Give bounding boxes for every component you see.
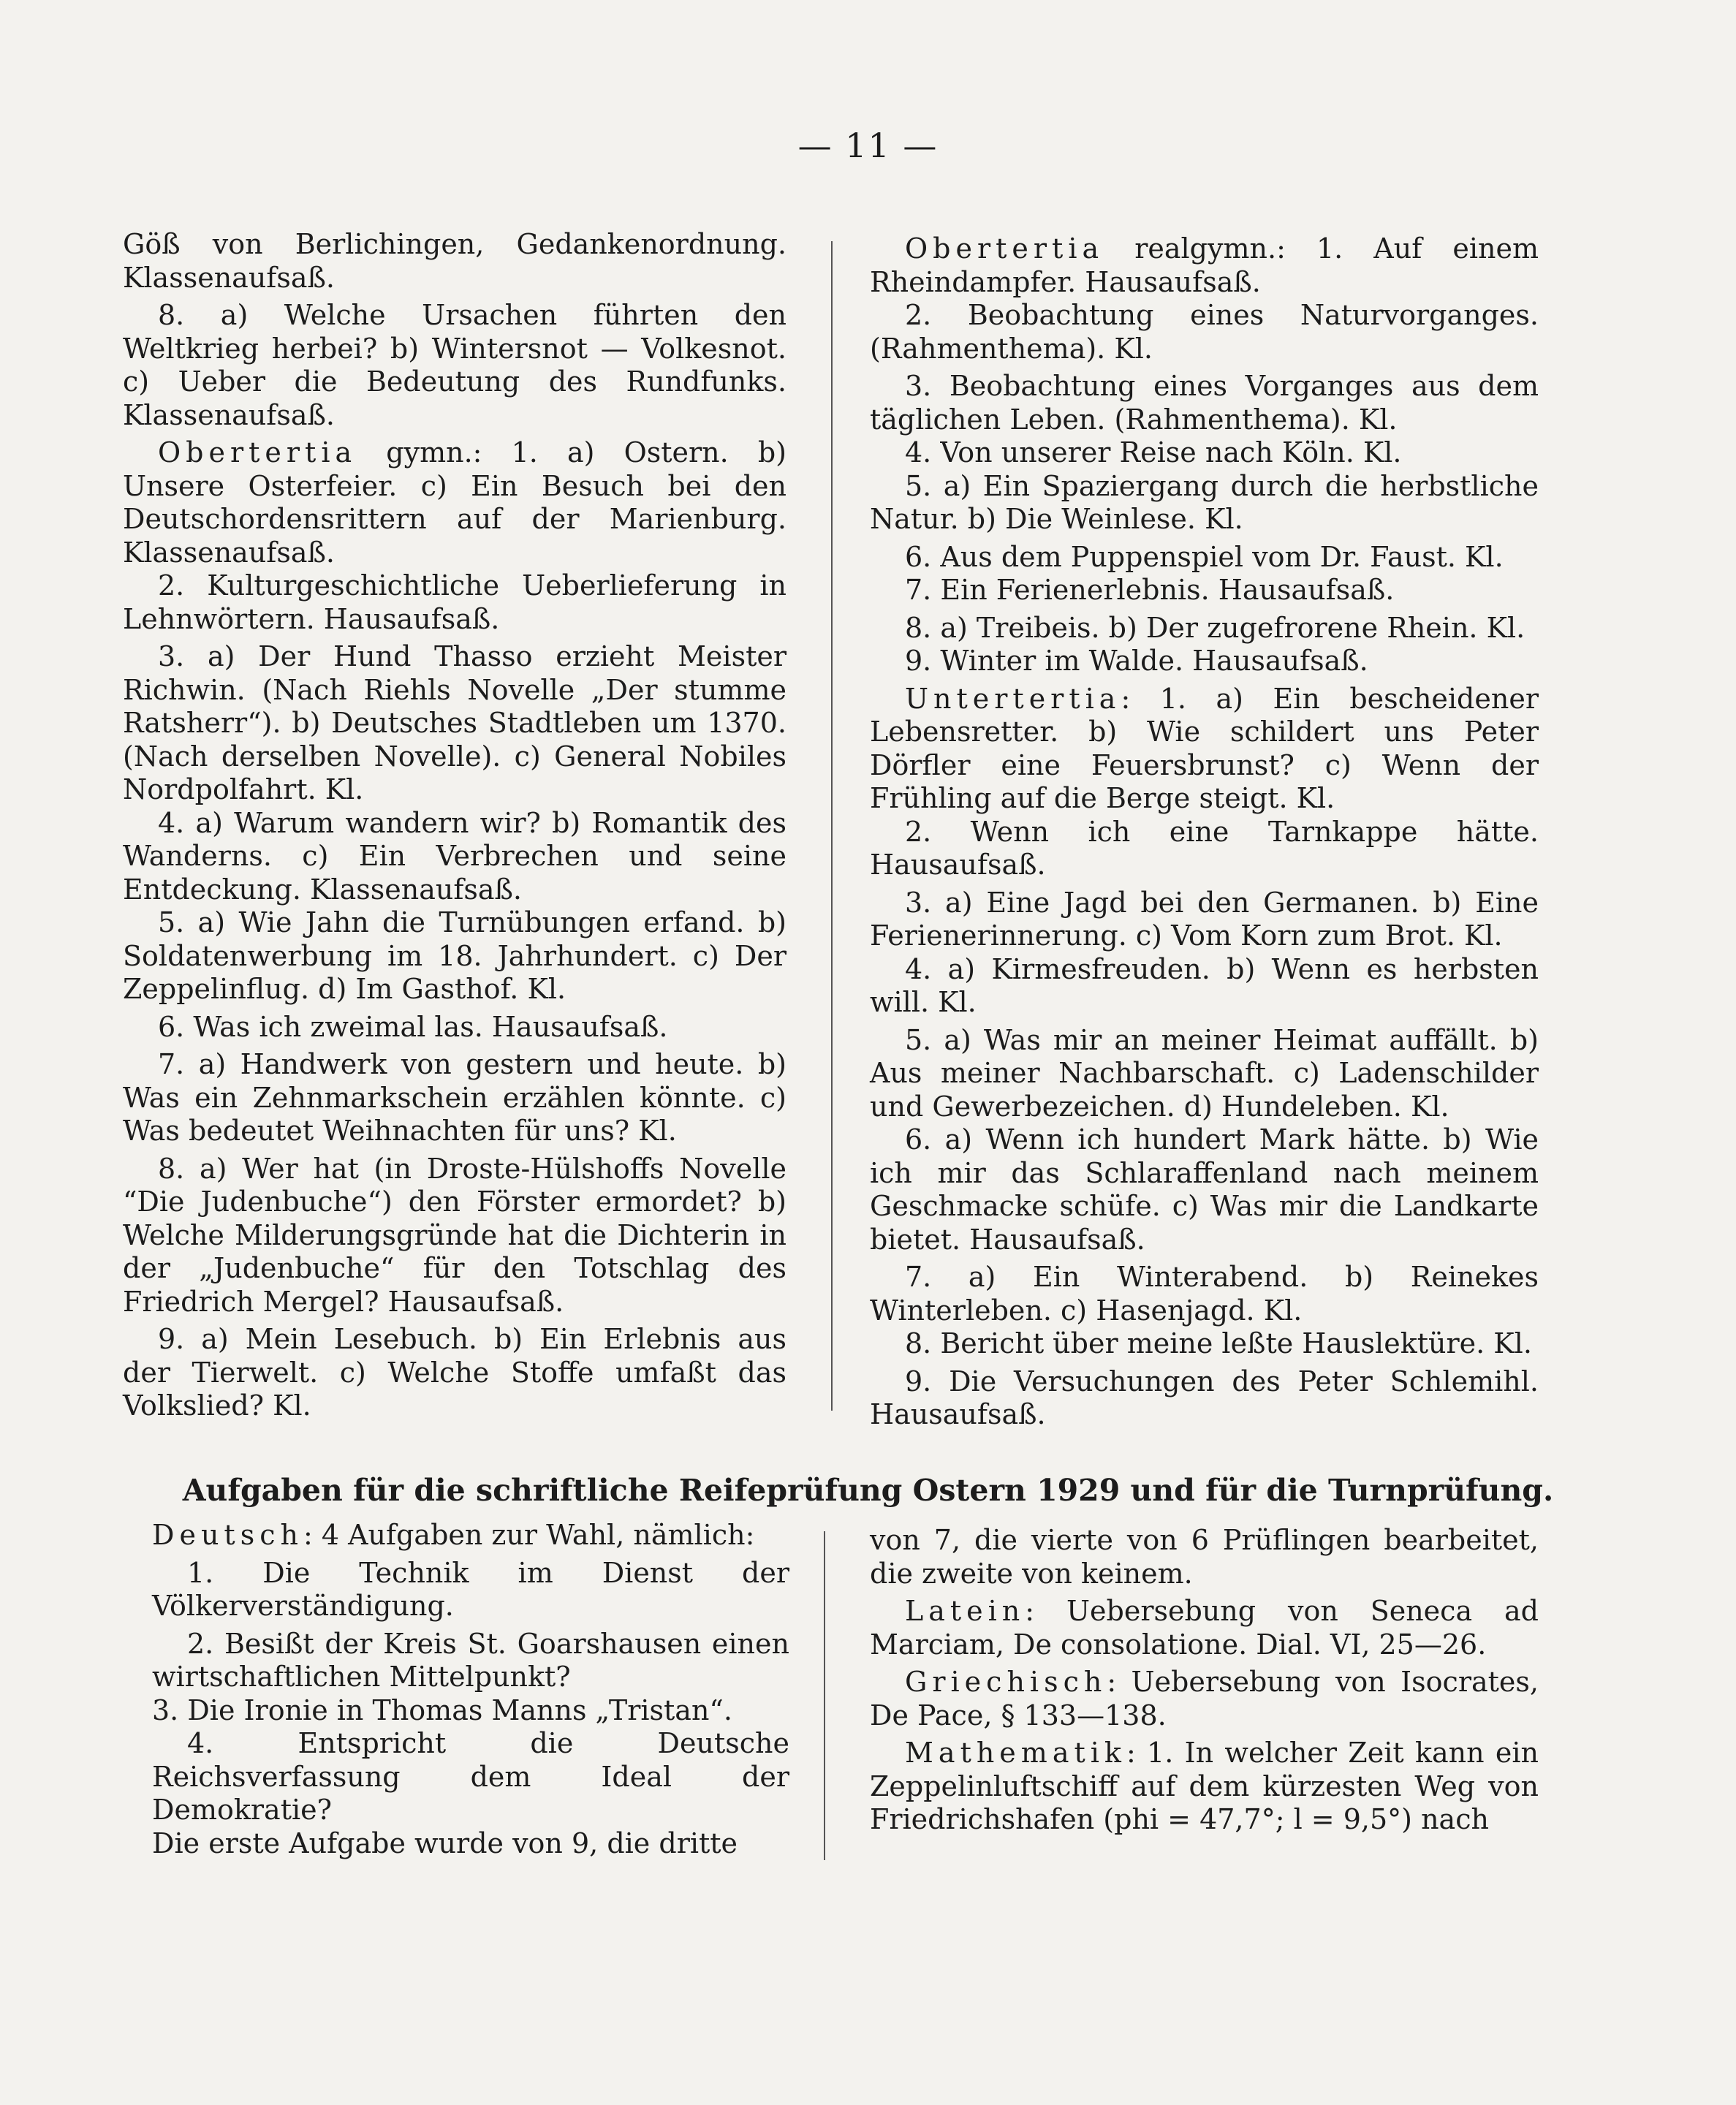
paragraph [870,370,1539,436]
paragraph-text: : 4 Aufgaben zur Wahl, nämlich: [303,1519,755,1551]
paragraph-text: von 7, die vierte von 6 Prüflingen bearbeitet, die zweite von keinem. [870,1524,1539,1590]
paragraph-text: : Uebersebung von Seneca ad Marciam, De consolatione. Dial. VI, 25—26. [870,1595,1539,1661]
column-bottom-left [152,1519,789,1860]
paragraph [870,541,1539,574]
paragraph [152,1727,789,1827]
paragraph-text: 8. a) Treibeis. b) Der zugefrorene Rhein. Kl. [905,611,1525,644]
paragraph [870,1737,1539,1837]
paragraph [870,436,1539,470]
paragraph-text: 8. a) Wer hat (in Droste-Hülshoffs Novelle “Die Judenbuche“) den Förster ermordet? b) Welche Milderungsgründe hat die Dichterin in der „Judenbuche“ für den Totschlag des Friedrich Mergel? Hausaufsaß. [123,1152,786,1318]
paragraph [152,1519,789,1552]
class-label: Mathematik [905,1737,1126,1769]
paragraph-text: gymn.: 1. a) Ostern. b) Unsere Osterfeier. c) Ein Besuch bei den Deutschordensrittern auf der Marienburg. Klassenaufsaß. [123,436,786,569]
paragraph-text: 4. a) Kirmesfreuden. b) Wenn es herbsten will. Kl. [870,952,1539,1018]
paragraph [123,1048,786,1148]
paragraph [870,953,1539,1020]
paragraph-text: 1. Die Technik im Dienst der Völkerverständigung. [152,1556,789,1622]
paragraph-text: 3. a) Der Hund Thasso erzieht Meister Richwin. (Nach Riehls Novelle „Der stumme Ratsherr“). b) Deutsches Stadtleben um 1370. (Nach derselben Novelle). c) General Nobiles Nordpolfahrt. Kl. [123,640,786,805]
paragraph [870,1666,1539,1732]
paragraph [870,816,1539,882]
paragraph-text: : Uebersebung von Isocrates, De Pace, § 133—138. [870,1666,1539,1732]
paragraph [123,807,786,907]
paragraph-text: 7. Ein Ferienerlebnis. Hausaufsaß. [905,574,1395,606]
column-divider-top [831,241,833,1411]
paragraph-text: : 1. In welcher Zeit kann ein Zeppelinluftschiff auf dem kürzesten Weg von Friedrichshafen (phi = 47,7°; l = 9,5°) nach [870,1737,1539,1835]
paragraph-text: 4. Von unserer Reise nach Köln. Kl. [905,436,1402,469]
paragraph [123,1323,786,1423]
paragraph-text: 6. a) Wenn ich hundert Mark hätte. b) Wie ich mir das Schlaraffenland nach meinem Geschmacke schüfe. c) Was mir die Landkarte bietet. Hausaufsaß. [870,1123,1539,1256]
paragraph [123,1153,786,1319]
paragraph-text: 5. a) Ein Spaziergang durch die herbstliche Natur. b) Die Weinlese. Kl. [870,469,1539,535]
paragraph-text: 9. a) Mein Lesebuch. b) Ein Erlebnis aus der Tierwelt. c) Welche Stoffe umfaßt das Volkslied? Kl. [123,1323,786,1422]
paragraph [152,1694,789,1728]
paragraph-text: 5. a) Wie Jahn die Turnübungen erfand. b) Soldatenwerbung im 18. Jahrhundert. c) Der Zeppelinflug. d) Im Gasthof. Kl. [123,906,786,1005]
column-top-right [870,232,1539,1432]
paragraph [870,887,1539,953]
paragraph [123,299,786,432]
page-number: — 11 — [797,126,939,165]
paragraph-text: 9. Die Versuchungen des Peter Schlemihl. Hausaufsaß. [870,1365,1539,1430]
paragraph-text: 2. Kulturgeschichtliche Ueberlieferung in Lehnwörtern. Hausaufsaß. [123,569,786,635]
class-label: Obertertia [905,232,1104,265]
paragraph [870,574,1539,607]
paragraph [870,299,1539,365]
paragraph [870,1261,1539,1327]
paragraph [870,232,1539,299]
column-divider-bottom [824,1531,825,1860]
paragraph [123,906,786,1006]
column-top-left [123,228,786,1423]
paragraph [123,569,786,636]
paragraph [870,1365,1539,1432]
paragraph-text: 5. a) Was mir an meiner Heimat auffällt. b) Aus meiner Nachbarschaft. c) Ladenschilder und Gewerbezeichen. d) Hundeleben. Kl. [870,1023,1539,1123]
paragraph-text: 4. Entspricht die Deutsche Reichsverfassung dem Ideal der Demokratie? [152,1727,789,1826]
class-label: Griechisch [905,1666,1107,1698]
paragraph [870,683,1539,816]
paragraph-text: 4. a) Warum wandern wir? b) Romantik des Wanderns. c) Ein Verbrechen und seine Entdeckung. Klassenaufsaß. [123,806,786,906]
paragraph-text: 3. a) Eine Jagd bei den Germanen. b) Eine Ferienerinnerung. c) Vom Korn zum Brot. Kl. [870,886,1539,952]
class-label: Deutsch [152,1519,303,1551]
paragraph [123,1011,786,1044]
paragraph-text: 3. Beobachtung eines Vorganges aus dem täglichen Leben. (Rahmenthema). Kl. [870,370,1539,436]
paragraph-text: 2. Besißt der Kreis St. Goarshausen einen wirtschaftlichen Mittelpunkt? [152,1627,789,1693]
class-label: Latein [905,1595,1026,1627]
paragraph [870,1595,1539,1661]
paragraph-text: 8. Bericht über meine leßte Hauslektüre. Kl. [905,1327,1532,1359]
paragraph-text: 7. a) Handwerk von gestern und heute. b) Was ein Zehnmarkschein erzählen könnte. c) Was bedeutet Weihnachten für uns? Kl. [123,1048,786,1147]
paragraph [870,470,1539,536]
paragraph-text: Die erste Aufgabe wurde von 9, die dritte [152,1827,738,1859]
column-bottom-right [870,1524,1539,1837]
paragraph [123,436,786,569]
paragraph [870,1327,1539,1361]
paragraph-text: Göß von Berlichingen, Gedankenordnung. Klassenaufsaß. [123,228,786,294]
paragraph-text: 3. Die Ironie in Thomas Manns „Tristan“. [152,1694,732,1726]
paragraph [870,645,1539,678]
class-label: Untertertia [905,682,1121,715]
paragraph [152,1827,789,1861]
paragraph-text: : 1. a) Ein bescheidener Lebensretter. b) Wie schildert uns Peter Dörfler eine Feuersbrunst? c) Wenn der Frühling auf die Berge steigt. Kl. [870,682,1539,814]
paragraph-text: realgymn.: 1. Auf einem Rheindampfer. Hausaufsaß. [870,232,1539,298]
paragraph [870,612,1539,645]
paragraph [870,1524,1539,1590]
class-label: Obertertia [158,436,357,469]
paragraph [123,228,786,295]
paragraph-text: 2. Beobachtung eines Naturvorganges. (Rahmenthema). Kl. [870,299,1539,365]
paragraph [152,1557,789,1623]
paragraph [123,640,786,807]
paragraph-text: 8. a) Welche Ursachen führten den Weltkrieg herbei? b) Wintersnot — Volkesnot. c) Ueber die Bedeutung des Rundfunks. Klassenaufsaß. [123,299,786,431]
paragraph-text: 2. Wenn ich eine Tarnkappe hätte. Hausaufsaß. [870,815,1539,881]
paragraph [152,1628,789,1694]
paragraph-text: 6. Aus dem Puppenspiel vom Dr. Faust. Kl. [905,540,1504,573]
paragraph [870,1024,1539,1124]
paragraph-text: 7. a) Ein Winterabend. b) Reinekes Winterleben. c) Hasenjagd. Kl. [870,1261,1539,1327]
paragraph-text: 9. Winter im Walde. Hausaufsaß. [905,645,1368,677]
paragraph-text: 6. Was ich zweimal las. Hausaufsaß. [158,1010,668,1043]
section-title: Aufgaben für die schriftliche Reifeprüfung Ostern 1929 und für die Turnprüfung. [182,1473,1554,1508]
paragraph [870,1123,1539,1256]
